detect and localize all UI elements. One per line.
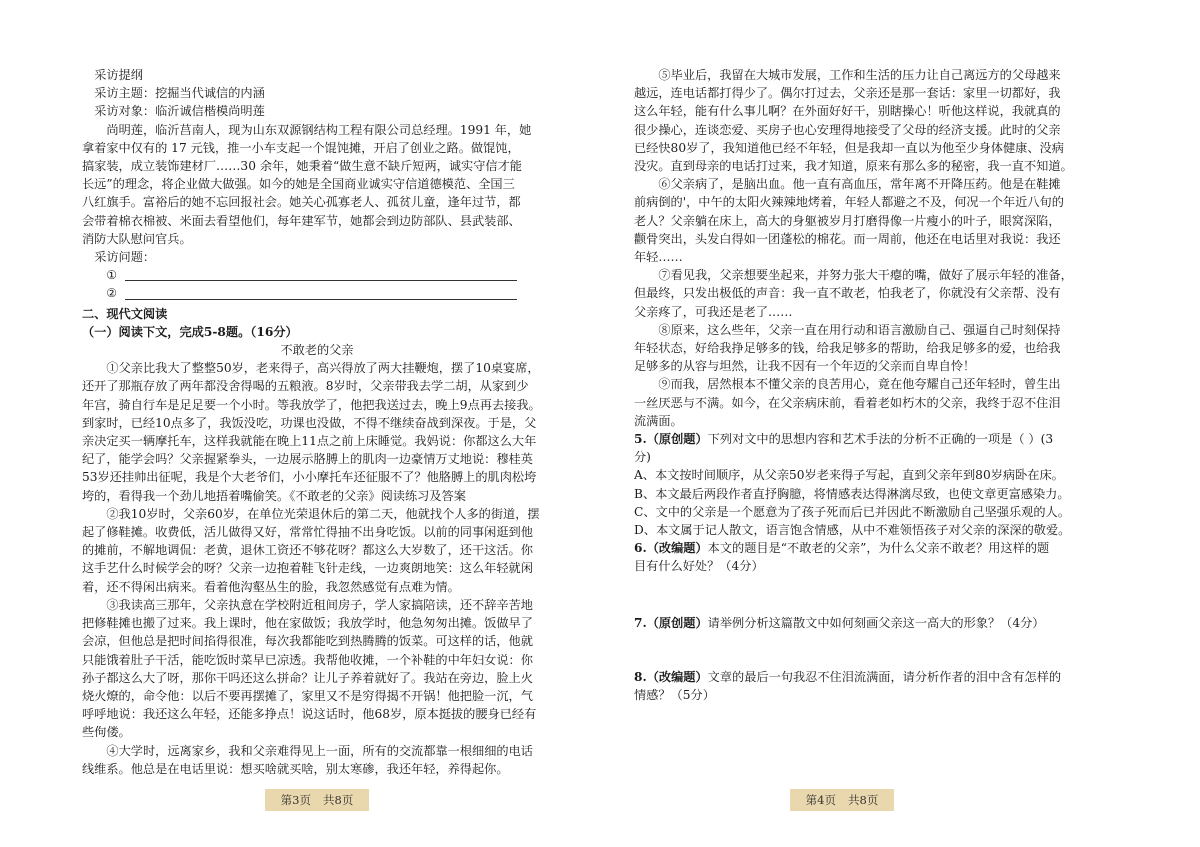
text-line: 着，还不得闲出病来。看着他沟壑丛生的脸，我忽然感觉有点难为情。 <box>82 579 460 594</box>
question-text: 请举例分析这篇散文中如何刻画父亲这一高大的形象？（4分） <box>707 615 1045 630</box>
text-line: 年轻…… <box>634 250 683 265</box>
text-line: 越远，连电话都打得少了。偶尔打过去，父亲还是那一套话：家里一切都好，我 <box>634 86 1061 101</box>
text-line: 的摊前，不解地调侃：老黄，退休工资还不够花呀？都这么大岁数了，还干这活。你 <box>82 543 533 558</box>
bio-line: 拿着家中仅有的 17 元钱，推一小车支起一个馄饨摊，开启了创业之路。做馄饨， <box>82 140 520 155</box>
interview-topic: 采访主题：挖掘当代诚信的内涵 <box>94 86 265 101</box>
answer-blank-1 <box>82 266 552 284</box>
blank-number: ① <box>106 268 118 283</box>
blank-number: ② <box>106 286 118 301</box>
text-line: ⑦看见我，父亲想要坐起来，并努力张大干瘪的嘴，做好了展示年轻的准备， <box>658 268 1073 283</box>
answer-blank-2 <box>82 284 552 302</box>
text-line: ⑥父亲病了，是脑出血。他一直有高血压，常年离不开降压药。他是在鞋摊 <box>658 177 1061 192</box>
text-line: 但最终，只发出极低的声音：我一直不敢老，怕我老了，你就没有父亲帮、没有 <box>634 286 1061 301</box>
article-title: 不敢老的父亲 <box>280 343 354 358</box>
text-line: 纪了，能学会吗？父亲握紧拳头，一边展示胳膊上的肌肉一边豪情万丈地说：穆桂英 <box>82 452 533 467</box>
paragraph-5 <box>634 66 1122 175</box>
option-c[interactable]: C、文中的父亲是一个愿意为了孩子死而后已并因此不断激励自己坚强乐观的人。 <box>634 504 1070 519</box>
text-line: 很少操心，连谈恋爱、买房子也心安理得地接受了父母的经济支援。此时的父亲 <box>634 122 1061 137</box>
text-line: ④大学时，远离家乡，我和父亲难得见上一面，所有的交流都靠一根细细的电话 <box>106 743 533 758</box>
text-line: 年宫，骑自行车是足足要一个小时。等我放学了，他把我送过去，晚上9点再去接我。 <box>82 397 541 412</box>
text-line: 没灾。直到母亲的电话打过来，我才知道，原来有那么多的秘密，我一直不知道。 <box>634 159 1073 174</box>
bio-line: 长远”的理念，将企业做大做强。如今的她是全国商业诚实守信道德模范、全国三 <box>82 177 515 192</box>
option-b[interactable]: B、本文最后两段作者直抒胸臆，将情感表达得淋漓尽致，也使文章更富感染力。 <box>634 486 1070 501</box>
text-line: 年轻状态，好给我挣足够多的钱，给我足够多的帮助，给我足够多的爱，也给我 <box>634 341 1061 356</box>
question-label: 7.（原创题） <box>634 615 708 630</box>
text-line: 颧骨突出，头发白得如一团蓬松的棉花。而一周前，他还在电话里对我说：我还 <box>634 231 1061 246</box>
bio-line: 搞家装，成立装饰建材厂……30 余年，她秉着“做生意不缺斤短两，诚实守信才能 <box>82 159 522 174</box>
paragraph-6 <box>634 175 1122 266</box>
text-line: 足够多的从容与坦然，让我不因有一个年迈的父亲而自卑自怜！ <box>634 359 976 374</box>
text-line: ⑤毕业后，我留在大城市发展，工作和生活的压力让自己离远方的父母越来 <box>658 68 1061 82</box>
question-5 <box>634 430 1122 539</box>
question-label: 8.（改编题） <box>634 669 708 684</box>
page-number-left <box>265 789 369 811</box>
bio-line: 八红旗手。富裕后的她不忘回报社会。她关心孤寡老人、孤贫儿童，逢年过节，都 <box>82 195 521 210</box>
text-line: 只能饿着肚子干活，能吃饭时菜早已凉透。我帮他收摊，一个补鞋的中年妇女说：你 <box>82 652 533 667</box>
text-line: ⑧原来，这么些年，父亲一直在用行动和语言激励自己、强逼自己时刻保持 <box>658 322 1061 337</box>
question-text-cont: 分) <box>634 450 651 465</box>
bio-line: 消防大队慰问官兵。 <box>82 231 192 246</box>
text-line: 垮的，看得我一个劲儿地捂着嘴偷笑。《不敢老的父亲》阅读练习及答案 <box>82 488 466 503</box>
text-line: 这么年轻，能有什么事儿啊？在外面好好干，别瞎操心！听他这样说，我就真的 <box>634 104 1061 119</box>
question-6 <box>634 539 1122 575</box>
paragraph-2 <box>82 505 552 596</box>
left-column <box>82 66 552 778</box>
bio-line: 尚明莲，临沂莒南人，现为山东双源钢结构工程有限公司总经理。1991 年，她 <box>106 122 532 137</box>
text-line: 些佝偻。 <box>82 725 131 740</box>
text-line: 53岁还挂帅出征呢，我是个大老爷们，小小摩托车还征服不了？他胳膊上的肌肉松垮 <box>82 470 537 485</box>
sub-section-title: （一）阅读下文，完成5-8题。（16分） <box>82 324 298 339</box>
text-line: 一丝厌恶与不满。如今，在父亲病床前，看着老如朽木的父亲，我终于忍不住泪 <box>634 395 1061 410</box>
question-text: 下列对文中的思想内容和艺术手法的分析不正确的一项是（ ）(3 <box>707 432 1054 447</box>
text-line: 这手艺什么时候学会的呀？父亲一边抱着鞋飞针走线，一边爽朗地笑：这么年轻就闲 <box>82 561 533 576</box>
text-line: 孙子都这么大了呀，那你干吗还这么拼命？让儿子养着就好了。我站在旁边，脸上火 <box>82 670 533 685</box>
text-line: 到家时，已经10点多了，我饭没吃，功课也没做，不得不继续奋战到深夜。于是，父 <box>82 415 537 430</box>
paragraph-9 <box>634 375 1122 430</box>
page-total: 共8页 <box>323 793 354 807</box>
answer-line[interactable] <box>125 269 517 281</box>
question-text-cont: 情感？（5分） <box>634 688 715 703</box>
paragraph-8 <box>634 321 1122 376</box>
text-line: 呼呼地说：我还这么年轻，还能多挣点！说这话时，他68岁，原本挺拔的腰身已经有 <box>82 707 537 722</box>
text-line: ①父亲比我大了整整50岁，老来得子，高兴得放了两大挂鞭炮，摆了10桌宴席， <box>106 361 540 376</box>
section-title: 二、现代文阅读 <box>82 306 168 321</box>
text-line: 把修鞋摊也搬了过来。我上课时，他在家做饭；我放学时，他急匆匆出摊。饭做早了 <box>82 616 533 631</box>
text-line: ⑨而我，居然根本不懂父亲的良苦用心，竟在他夸耀自己还年轻时，曾生出 <box>658 377 1061 392</box>
text-line: 已经快80岁了，我知道他已经不年轻，但是我却一直以为他至少身体健康、没病 <box>634 140 1064 155</box>
paragraph-4 <box>82 742 552 778</box>
outline-title: 采访提纲 <box>94 68 143 82</box>
paragraph-7 <box>634 266 1122 321</box>
text-line: ②我10岁时，父亲60岁，在单位光荣退休后的第二天，他就找个人多的街道，摆 <box>106 506 540 521</box>
question-7 <box>634 614 1122 632</box>
question-8 <box>634 668 1122 704</box>
option-d[interactable]: D、本文属于记人散文，语言饱含情感，从中不难领悟孩子对父亲的深深的敬爱。 <box>634 523 1071 538</box>
question-text-cont: 目有什么好处？（4分） <box>634 559 764 574</box>
text-line: 亲决定买一辆摩托车，这样我就能在晚上11点之前上床睡觉。我妈说：你都这么大年 <box>82 434 537 449</box>
paragraph-3 <box>82 596 552 742</box>
text-line: ③我读高三那年，父亲执意在学校附近租间房子，学人家搞陪读，还不辞辛苦地 <box>106 597 533 612</box>
text-line: 父亲疼了，可我还是老了…… <box>634 304 793 319</box>
question-text: 本文的题目是“不敢老的父亲”，为什么父亲不敢老？用这样的题 <box>707 541 1050 556</box>
question-label: 6.（改编题） <box>634 541 708 556</box>
bio-paragraph <box>82 121 552 248</box>
text-line: 线维系。他总是在电话里说：想买啥就买啥，别太寒碜，我还年轻，养得起你。 <box>82 761 509 776</box>
text-line: 还开了那瓶存放了两年都没舍得喝的五粮液。8岁时，父亲带我去学二胡，从家到少 <box>82 379 529 394</box>
page-current: 第4页 <box>805 793 836 807</box>
answer-line[interactable] <box>125 288 517 300</box>
text-line: 起了修鞋摊。收费低，活儿做得又好，常常忙得抽不出身吃饭。以前的同事闲逛到他 <box>82 525 533 540</box>
question-text: 文章的最后一句我忍不住泪流满面，请分析作者的泪中含有怎样的 <box>707 669 1062 684</box>
questions-label: 采访问题： <box>94 250 156 265</box>
bio-line: 会带着棉衣棉被、米面去看望他们，每年建军节，她都会到边防部队、县武装部、 <box>82 213 521 228</box>
page-number-right <box>790 789 894 811</box>
interview-subject: 采访对象：临沂诚信楷模尚明莲 <box>94 104 265 119</box>
option-a[interactable]: A、本文按时间顺序，从父亲50岁老来得子写起，直到父亲年到80岁病卧在床。 <box>634 468 1064 483</box>
text-line: 烧火燎的，命令他：以后不要再摆摊了，家里又不是穷得揭不开锅！他把脸一沉，气 <box>82 688 533 703</box>
paragraph-1 <box>82 359 552 505</box>
right-column <box>634 66 1122 704</box>
answer-space[interactable] <box>634 632 1122 668</box>
text-line: 流满面。 <box>634 413 683 428</box>
question-label: 5.（原创题） <box>634 432 708 447</box>
page-total: 共8页 <box>848 793 879 807</box>
answer-space[interactable] <box>634 576 1122 614</box>
page-current: 第3页 <box>280 793 311 807</box>
text-line: 老人？父亲躺在床上，高大的身躯被岁月打磨得像一片瘦小的叶子，眼窝深陷， <box>634 213 1061 228</box>
text-line: 前病倒的'，中午的太阳火辣辣地烤着，年轻人都避之不及，何况一个年近八旬的 <box>634 195 1064 210</box>
text-line: 会凉，但他总是把时间掐得很准，每次我都能吃到热腾腾的饭菜。可这样的话，他就 <box>82 634 533 649</box>
